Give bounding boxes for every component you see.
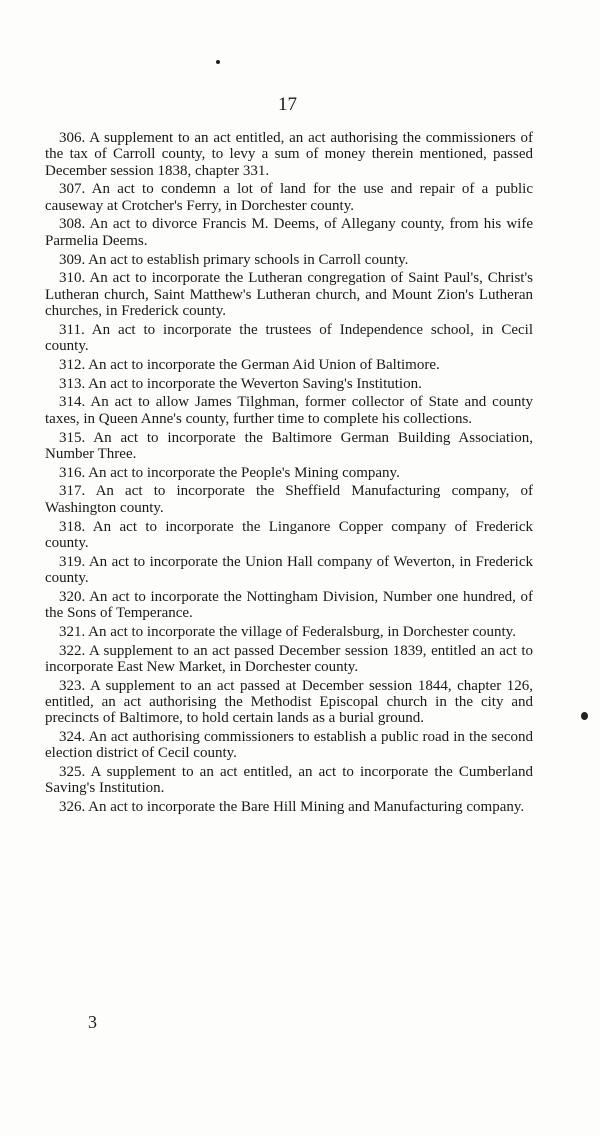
ink-speck [581, 712, 588, 720]
list-item: 307. An act to condemn a lot of land for the use and repair of a public causeway at Crotcher's Ferry, in Dorchester county. [45, 181, 533, 214]
list-item: 315. An act to incorporate the Baltimore German Building Association, Number Three. [45, 429, 533, 462]
list-item: 306. A supplement to an act entitled, an act authorising the commissioners of the tax of Carroll county, to levy a sum of money therein mentioned, passed December session 1838, chapter 331. [45, 130, 533, 179]
list-item: 319. An act to incorporate the Union Hall company of Weverton, in Frederick county. [45, 553, 533, 586]
list-item: 311. An act to incorporate the trustees of Independence school, in Cecil county. [45, 321, 533, 355]
ink-speck [216, 60, 220, 64]
list-item: 325. A supplement to an act entitled, an act to incorporate the Cumberland Saving's Institution. [45, 764, 533, 797]
list-item: 310. An act to incorporate the Lutheran congregation of Saint Paul's, Christ's Lutheran church, Saint Matthew's Lutheran church, and Mount Zion's Lutheran churches, in Frederick county. [45, 270, 533, 319]
signature-mark: 3 [88, 1012, 97, 1032]
list-item: 324. An act authorising commissioners to establish a public road in the second election district of Cecil county. [45, 729, 533, 762]
list-item: 322. A supplement to an act passed December session 1839, entitled an act to incorporate East New Market, in Dorchester county. [45, 642, 533, 675]
entry-list [45, 130, 533, 818]
list-item: 308. An act to divorce Francis M. Deems, of Allegany county, from his wife Parmelia Deems. [45, 216, 533, 249]
list-item: 312. An act to incorporate the German Aid Union of Baltimore. [59, 356, 440, 373]
list-item: 309. An act to establish primary schools in Carroll county. [59, 251, 409, 268]
list-item: 313. An act to incorporate the Weverton Saving's Institution. [59, 375, 422, 392]
list-item: 318. An act to incorporate the Linganore Copper company of Frederick county. [45, 518, 533, 551]
list-item: 323. A supplement to an act passed at December session 1844, chapter 126, entitled, an act authorising the Methodist Episcopal church in the city and precincts of Baltimore, to hold certain lands as a burial ground. [45, 677, 533, 727]
list-item: 317. An act to incorporate the Sheffield Manufacturing company, of Washington county. [45, 483, 533, 516]
list-item: 316. An act to incorporate the People's Mining company. [59, 464, 400, 481]
list-item: 321. An act to incorporate the village of Federalsburg, in Dorchester county. [59, 623, 516, 640]
list-item: 314. An act to allow James Tilghman, former collector of State and county taxes, in Queen Anne's county, further time to complete his collections. [45, 394, 533, 427]
page-number: 17 [278, 94, 297, 115]
list-item: 320. An act to incorporate the Nottingham Division, Number one hundred, of the Sons of Temperance. [45, 588, 533, 622]
list-item: 326. An act to incorporate the Bare Hill Mining and Manufacturing company. [59, 799, 525, 816]
